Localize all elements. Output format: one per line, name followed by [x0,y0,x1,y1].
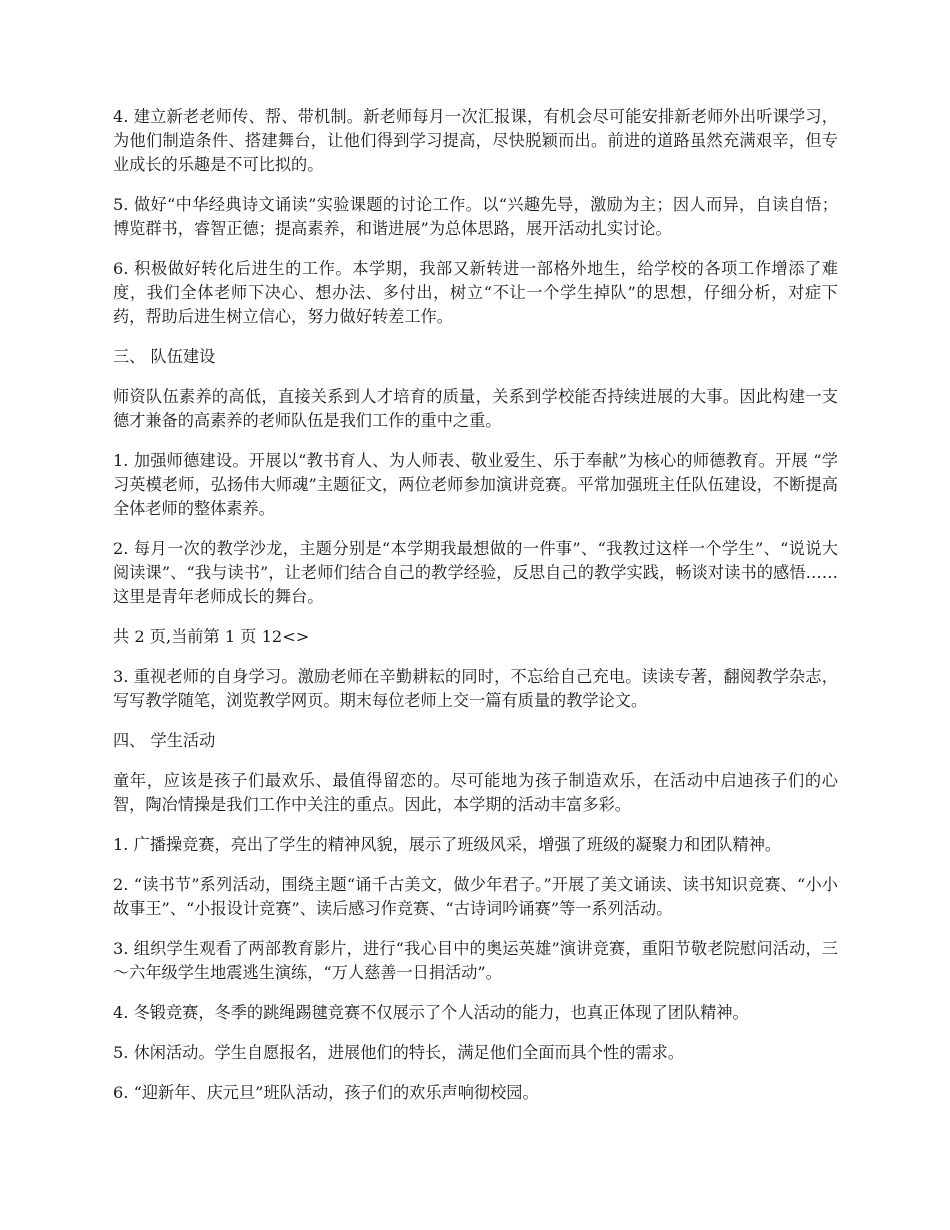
section-heading: 三、 队伍建设 [113,347,216,366]
list-item: 6. 积极做好转化后进生的工作。本学期，我部又新转进一部格外地生，给学校的各项工作增添了难度，我们全体老师下决心、想办法、多付出，树立“不让一个学生掉队”的思想，仔细分析，对症下药，帮助后进生树立信心，努力做好转差工作。 [113,259,838,326]
list-item: 6. “迎新年、庆元旦”班队活动，孩子们的欢乐声响彻校园。 [113,1083,539,1102]
list-item: 5. 休闲活动。学生自愿报名，进展他们的特长，满足他们全面而具个性的需求。 [113,1043,684,1062]
list-item: 2. “读书节”系列活动，围绕主题“诵千古美文，做少年君子。”开展了美文诵读、读书知识竞赛、“小小故事王”、“小报设计竞赛”、读后感习作竞赛、“古诗词吟诵赛”等一系列活动。 [113,875,838,918]
list-item: 4. 建立新老老师传、帮、带机制。新老师每月一次汇报课，有机会尽可能安排新老师外出听课学习，为他们制造条件、搭建舞台，让他们得到学习提高，尽快脱颖而出。前进的道路虽然充满艰辛，但专业成长的乐趣是不可比拟的。 [113,107,838,174]
list-item: 1. 加强师德建设。开展以“教书育人、为人师表、敬业爱生、乐于奉献”为核心的师德教育。开展 “学习英模老师，弘扬伟大师魂”主题征文，两位老师参加演讲竞赛。平常加强班主任队伍建设，不断提高全体老师的整体素养。 [113,451,838,518]
list-item: 5. 做好“中华经典诗文诵读”实验课题的讨论工作。以“兴趣先导，激励为主；因人而异，自读自悟；博览群书，睿智正德；提高素养，和谐进展”为总体思路，展开活动扎实讨论。 [113,195,838,238]
body-paragraph: 师资队伍素养的高低，直接关系到人才培育的质量，关系到学校能否持续进展的大事。因此构建一支德才兼备的高素养的老师队伍是我们工作的重中之重。 [113,387,838,430]
section-heading: 四、 学生活动 [113,731,216,750]
list-item: 3. 组织学生观看了两部教育影片，进行“我心目中的奥运英雄”演讲竞赛，重阳节敬老院慰问活动，三～六年级学生地震逃生演练，“万人慈善一日捐活动”。 [113,939,838,982]
document-page [113,105,838,1121]
list-item: 3. 重视老师的自身学习。激励老师在辛勤耕耘的同时，不忘给自己充电。读读专著，翻阅教学杂志，写写教学随笔，浏览教学网页。期末每位老师上交一篇有质量的教学论文。 [113,667,838,710]
list-item: 2. 每月一次的教学沙龙，主题分别是“本学期我最想做的一件事”、“我教过这样一个学生”、“说说大阅读课”、“我与读书”，让老师们结合自己的教学经验，反思自己的教学实践，畅谈对读书的感悟……这里是青年老师成长的舞台。 [113,539,838,606]
list-item: 4. 冬锻竞赛，冬季的跳绳踢毽竞赛不仅展示了个人活动的能力，也真正体现了团队精神。 [113,1003,749,1022]
pagination-text: 共 2 页,当前第 1 页 12<> [113,627,310,646]
body-paragraph: 童年，应该是孩子们最欢乐、最值得留恋的。尽可能地为孩子制造欢乐，在活动中启迪孩子们的心智，陶冶情操是我们工作中关注的重点。因此，本学期的活动丰富多彩。 [113,771,838,814]
list-item: 1. 广播操竞赛，亮出了学生的精神风貌，展示了班级风采，增强了班级的凝聚力和团队精神。 [113,835,782,854]
